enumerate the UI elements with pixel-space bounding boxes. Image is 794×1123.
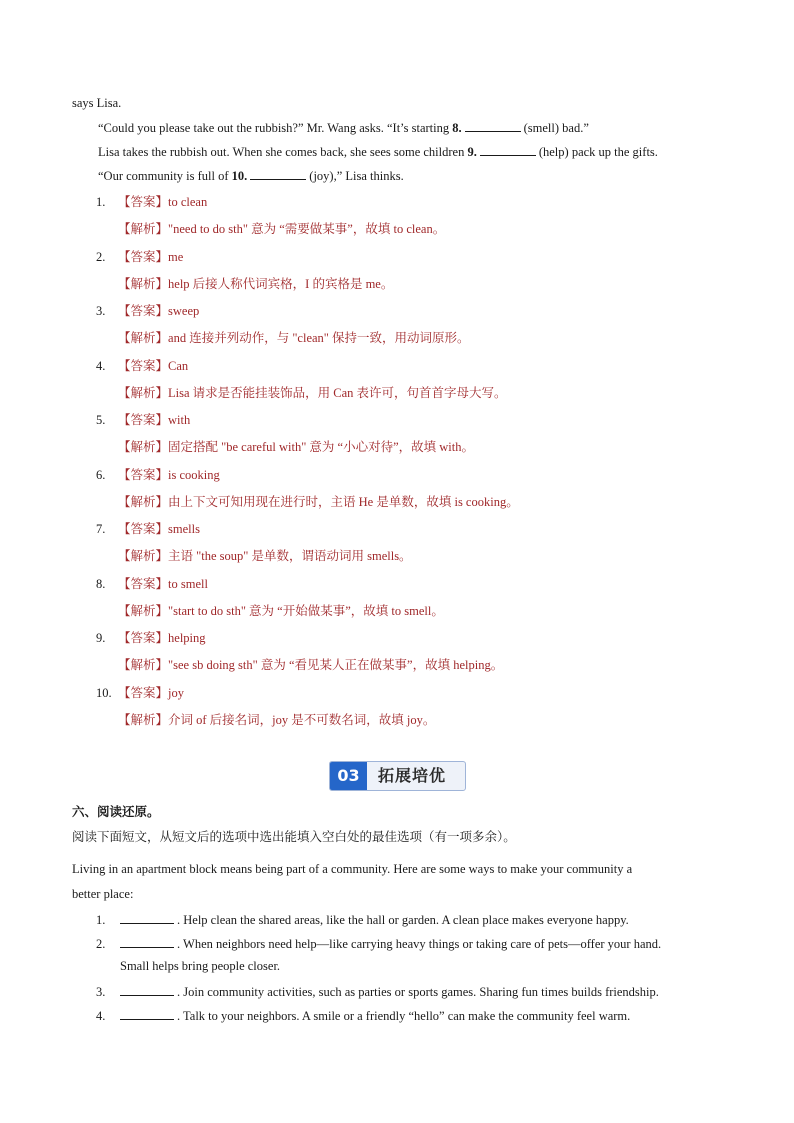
explanation-row (118, 655, 503, 673)
answer-tag: 【答案】 (118, 522, 169, 536)
answer-blank (465, 119, 521, 132)
explanation-text: help 后接人称代词宾格，I 的宾格是 me。 (168, 276, 394, 291)
explain-tag: 【解析】 (118, 494, 169, 509)
story-text: (help) pack up the gifts. (538, 145, 658, 159)
story-text: “Could you please take out the rubbish?” Mr. Wang asks. “It’s starting (98, 121, 453, 135)
explanation-text: 主语 "the soup" 是单数，谓语动词用 smells。 (168, 549, 412, 563)
story-line (98, 119, 589, 136)
answer-row (96, 574, 208, 592)
answer-number: 1. (96, 195, 106, 209)
answer-text: me (168, 249, 184, 264)
answer-blank (120, 1007, 174, 1020)
blank-number: 8. (452, 121, 462, 135)
answer-number: 5. (96, 413, 106, 427)
item-number: 3. (96, 985, 106, 999)
item-number: 4. (96, 1009, 106, 1023)
explanation-row (118, 437, 474, 455)
item-number: 2. (96, 937, 106, 951)
explanation-row (118, 492, 519, 510)
explanation-text: 介词 of 后接名词，joy 是不可数名词，故填 joy。 (168, 712, 436, 727)
answer-number: 9. (96, 631, 106, 645)
section-instruction: 阅读下面短文，从短文后的选项中选出能填入空白处的最佳选项（有一项多余）。 (72, 829, 516, 844)
explain-tag: 【解析】 (118, 549, 169, 563)
explanation-row (118, 274, 393, 292)
explain-tag: 【解析】 (118, 712, 169, 727)
answer-tag: 【答案】 (118, 467, 169, 482)
story-line (72, 95, 121, 111)
explanation-row (118, 383, 507, 401)
explanation-row (118, 219, 445, 237)
answer-row (96, 628, 206, 646)
answer-row (96, 683, 184, 701)
answer-number: 6. (96, 467, 106, 482)
answer-text: to smell (168, 576, 208, 591)
story-text: says Lisa. (72, 96, 122, 110)
story-line (98, 143, 658, 160)
explanation-text: Lisa 请求是否能挂装饰品，用 Can 表许可，句首首字母大写。 (168, 385, 507, 400)
explanation-text: "need to do sth" 意为 “需要做某事”，故填 to clean。 (168, 222, 446, 236)
answer-tag: 【答案】 (118, 304, 169, 318)
answer-tag: 【答案】 (118, 358, 169, 373)
badge-label: 拓展培优 (378, 766, 447, 785)
answer-row (96, 301, 199, 319)
answer-text: with (168, 413, 191, 427)
explain-tag: 【解析】 (118, 385, 169, 400)
answer-tag: 【答案】 (118, 413, 169, 427)
explanation-text: "start to do sth" 意为 “开始做某事”，故填 to smell。 (168, 603, 444, 618)
answer-text: is cooking (168, 467, 220, 482)
item-text: . When neighbors need help—like carrying heavy things or taking care of pets—offer your hand. (177, 937, 662, 951)
list-item (96, 1007, 630, 1024)
answer-blank (120, 983, 174, 996)
section-badge (329, 761, 466, 791)
answer-row (96, 247, 183, 265)
answer-blank (480, 143, 536, 156)
blank-number: 10. (231, 169, 248, 183)
story-text: Lisa takes the rubbish out. When she comes back, she sees some children (98, 145, 468, 159)
blank-number: 9. (467, 145, 477, 159)
story-text: (smell) bad.” (523, 121, 589, 135)
explanation-row (118, 601, 444, 619)
badge-number: 03 (330, 762, 367, 790)
explain-tag: 【解析】 (118, 658, 169, 672)
list-item (96, 911, 629, 928)
answer-tag: 【答案】 (118, 576, 169, 591)
answer-text: helping (168, 631, 206, 645)
explanation-text: "see sb doing sth" 意为 “看见某人正在做某事”，故填 helping。 (168, 658, 504, 672)
explain-tag: 【解析】 (118, 603, 169, 618)
answer-number: 7. (96, 522, 106, 536)
answer-text: to clean (168, 195, 208, 209)
answer-blank (120, 911, 174, 924)
answer-row (96, 410, 190, 428)
explanation-row (118, 710, 435, 728)
list-item (96, 935, 661, 952)
explanation-text: and 连接并列动作，与 "clean" 保持一致，用动词原形。 (168, 331, 470, 345)
explanation-row (118, 546, 412, 564)
list-item (96, 983, 659, 1000)
explain-tag: 【解析】 (118, 276, 169, 291)
item-text: . Help clean the shared areas, like the hall or garden. A clean place makes everyone happy. (177, 913, 629, 927)
section-title: 六、阅读还原。 (72, 804, 160, 819)
answer-text: sweep (168, 304, 200, 318)
answer-tag: 【答案】 (118, 631, 169, 645)
answer-text: joy (168, 685, 184, 700)
item-text: . Talk to your neighbors. A smile or a friendly “hello” can make the community feel warm. (177, 1009, 631, 1023)
explanation-text: 由上下文可知用现在进行时，主语 He 是单数，故填 is cooking。 (168, 494, 519, 509)
answer-tag: 【答案】 (118, 685, 169, 700)
answer-row (96, 356, 188, 374)
story-text: (joy),” Lisa thinks. (309, 169, 404, 183)
story-line (98, 167, 404, 184)
item-text: . Join community activities, such as parties or sports games. Sharing fun times builds friendship. (177, 985, 659, 999)
answer-row (96, 465, 220, 483)
answer-number: 10. (96, 685, 112, 700)
answer-number: 8. (96, 576, 106, 591)
item-number: 1. (96, 913, 106, 927)
answer-blank (250, 167, 306, 180)
answer-row (96, 519, 200, 537)
answer-number: 4. (96, 358, 106, 373)
story-text: “Our community is full of (98, 169, 232, 183)
passage-line: better place: (72, 887, 134, 901)
explanation-text: 固定搭配 "be careful with" 意为 “小心对待”，故填 with。 (168, 440, 475, 454)
answer-row (96, 192, 207, 210)
answer-blank (120, 935, 174, 948)
explanation-row (118, 328, 470, 346)
answer-text: smells (168, 522, 200, 536)
answer-number: 3. (96, 304, 106, 318)
item-text-continued: Small helps bring people closer. (120, 959, 281, 973)
passage-line: Living in an apartment block means being part of a community. Here are some ways to make your community a (72, 862, 633, 876)
explain-tag: 【解析】 (118, 222, 169, 236)
explain-tag: 【解析】 (118, 440, 169, 454)
explain-tag: 【解析】 (118, 331, 169, 345)
answer-text: Can (168, 358, 189, 373)
answer-tag: 【答案】 (118, 195, 169, 209)
answer-tag: 【答案】 (118, 249, 169, 264)
answer-number: 2. (96, 249, 106, 264)
